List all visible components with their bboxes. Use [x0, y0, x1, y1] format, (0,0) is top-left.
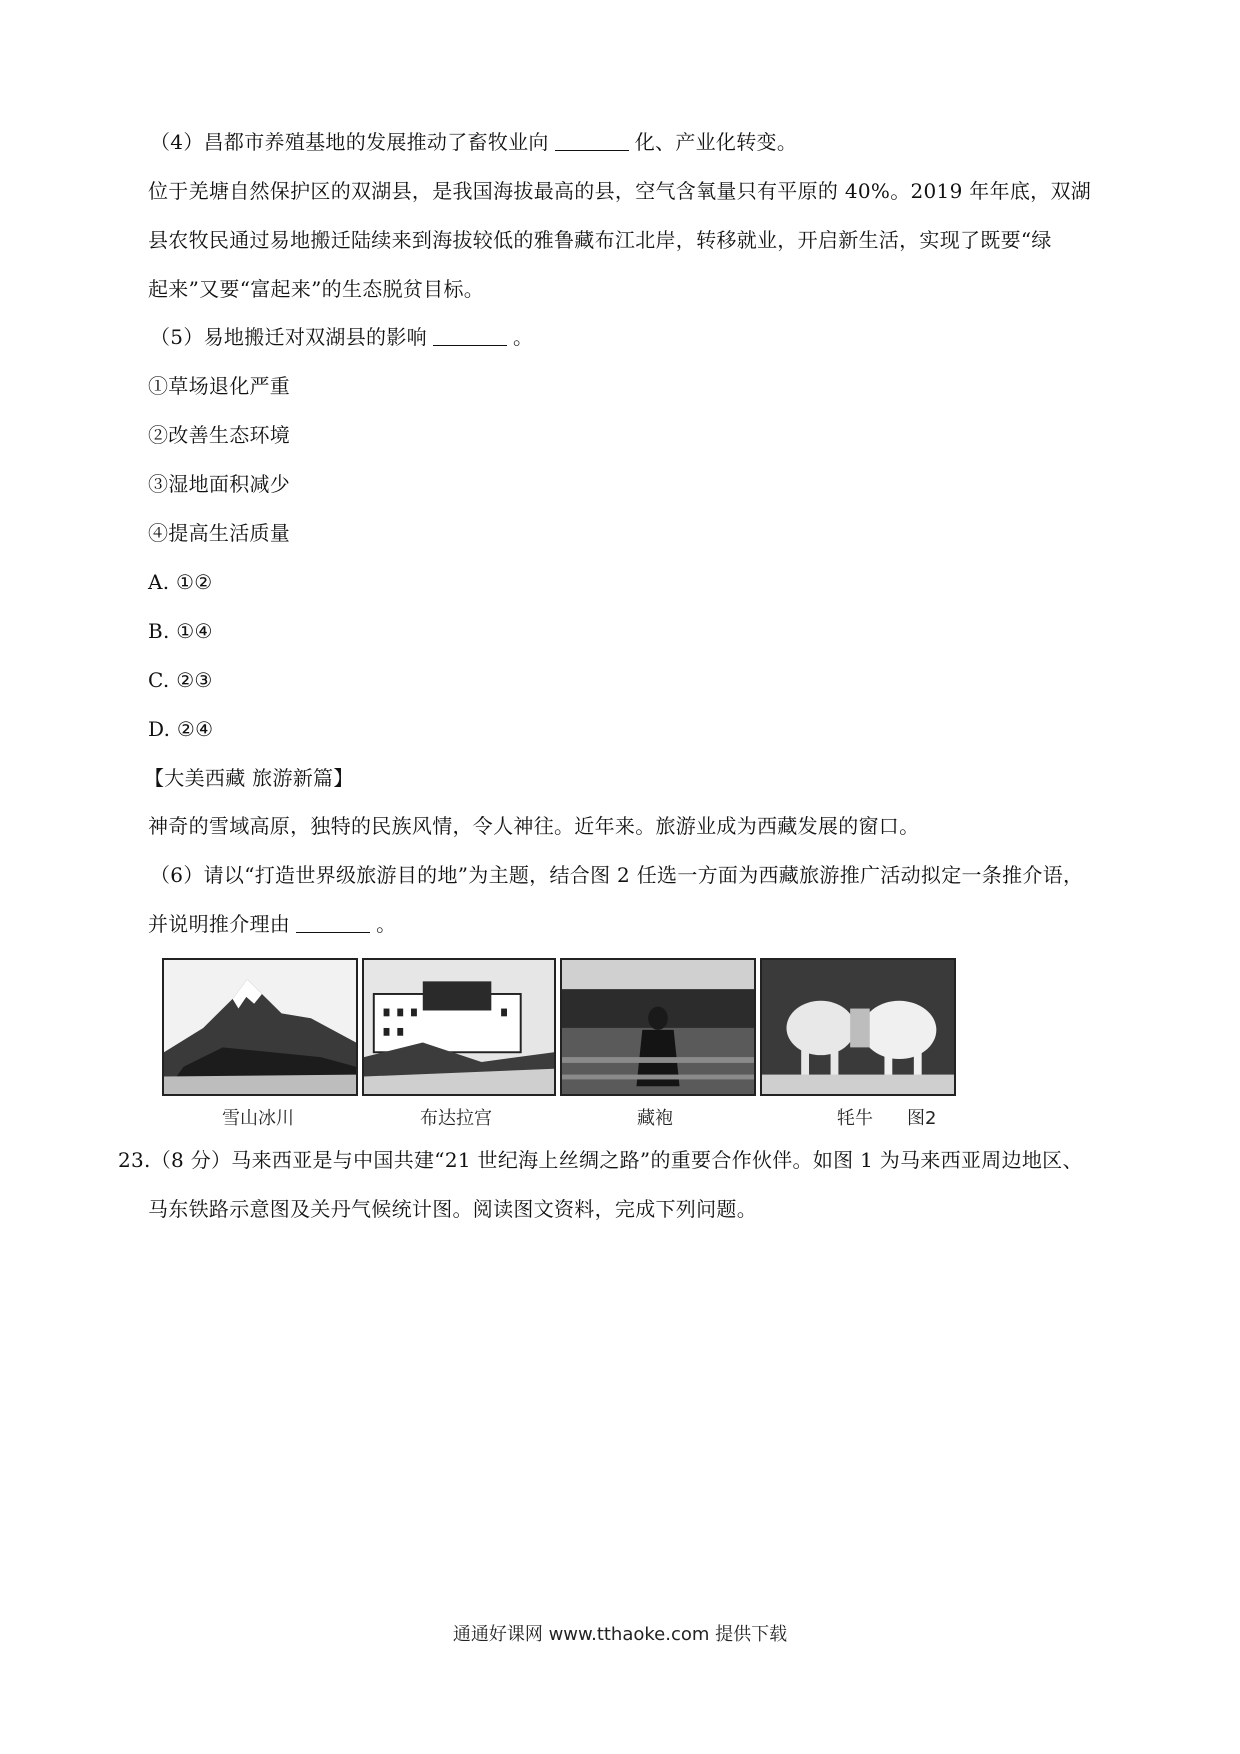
q5-item-3: ③湿地面积减少: [148, 472, 291, 496]
photo-yak: [760, 958, 956, 1096]
q5-item-4: ④提高生活质量: [148, 521, 291, 545]
photo-tibetan-robe: [560, 958, 756, 1096]
question-5-end: 。: [512, 325, 534, 349]
figure-label: 图2: [907, 1108, 937, 1129]
passage-line-1: 位于羌塘自然保护区的双湖县，是我国海拔最高的县，空气含氧量只有平原的 40%。2019 年年底，双湖: [148, 179, 1092, 203]
question-5-stem: （5）易地搬迁对双湖县的影响: [150, 325, 427, 349]
question-23-line-2: 马东铁路示意图及关丹气候统计图。阅读图文资料，完成下列问题。: [148, 1197, 757, 1221]
question-5: [150, 325, 533, 349]
caption-snow-mountain: 雪山冰川: [222, 1108, 294, 1129]
question-4-text-before: （4）昌都市养殖基地的发展推动了畜牧业向: [150, 130, 549, 154]
q5-option-d: D. ②④: [148, 717, 214, 741]
question-6-text-after: 。: [376, 912, 397, 936]
question-6-text-before: 并说明推介理由: [148, 912, 291, 936]
question-4-text-after: 化、产业化转变。: [634, 130, 798, 154]
q5-item-2: ②改善生态环境: [148, 423, 291, 447]
caption-tibetan-robe: 藏袍: [637, 1108, 673, 1129]
q5-option-c: C. ②③: [148, 668, 213, 692]
caption-yak: 牦牛: [837, 1108, 873, 1129]
answer-blank-q5: [433, 327, 507, 346]
caption-potala-palace: 布达拉宫: [420, 1108, 492, 1129]
question-6-line-1: （6）请以“打造世界级旅游目的地”为主题，结合图 2 任选一方面为西藏旅游推广活动拟定一条推介语，: [150, 863, 1084, 887]
page-footer: 通通好课网 www.tthaoke.com 提供下载: [452, 1624, 788, 1645]
figure-2: [162, 958, 962, 1129]
photo-snow-mountain: [162, 958, 358, 1096]
question-4: [150, 130, 797, 154]
answer-blank-q6: [296, 914, 370, 933]
question-23-line-1: 23.（8 分）马来西亚是与中国共建“21 世纪海上丝绸之路”的重要合作伙伴。如图 1 为马来西亚周边地区、: [118, 1148, 1083, 1172]
q5-item-1: ①草场退化严重: [148, 374, 291, 398]
passage-line-2: 县农牧民通过易地搬迁陆续来到海拔较低的雅鲁藏布江北岸，转移就业，开启新生活，实现了既要“绿: [148, 228, 1052, 252]
q5-option-b: B. ①④: [148, 619, 213, 643]
photo-potala-palace: [362, 958, 556, 1096]
passage-line-3: 起来”又要“富起来”的生态脱贫目标。: [148, 277, 485, 301]
answer-blank-q4: [555, 132, 629, 151]
q5-option-a: A. ①②: [148, 570, 213, 594]
section-intro: 神奇的雪域高原，独特的民族风情，令人神往。近年来。旅游业成为西藏发展的窗口。: [148, 814, 920, 838]
question-6-line-2: [148, 912, 396, 936]
section-title: 【大美西藏 旅游新篇】: [144, 766, 354, 790]
